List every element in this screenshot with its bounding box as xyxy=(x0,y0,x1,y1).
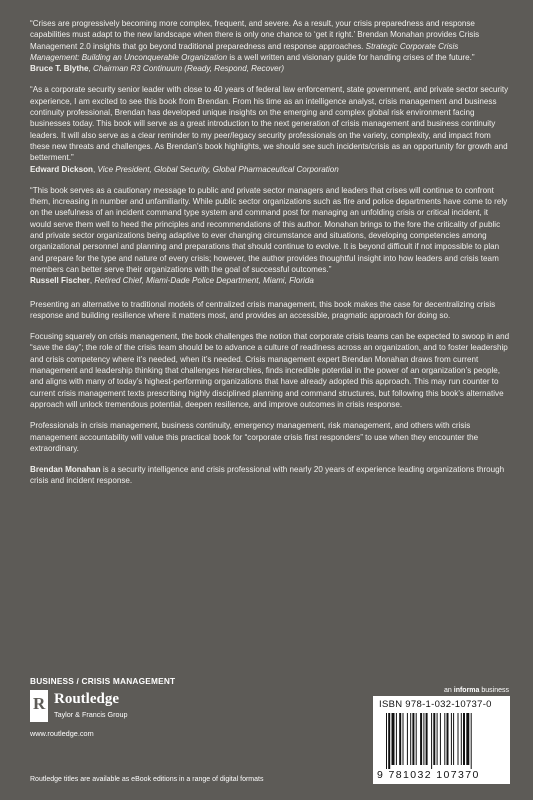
endorsement-attribution: Russell Fischer, Retired Chief, Miami-Dade Police Department, Miami, Florida xyxy=(30,276,314,286)
barcode-bar xyxy=(471,713,472,769)
barcode-bar xyxy=(463,713,465,765)
informa-prefix: an xyxy=(444,687,454,694)
endorser-role: Retired Chief, Miami-Dade Police Department, Miami, Florida xyxy=(94,276,314,286)
barcode-bar xyxy=(458,713,459,765)
endorsement-attribution: Edward Dickson, Vice President, Global Security, Global Pharmaceutical Corporation xyxy=(30,164,339,174)
barcode-bar xyxy=(392,713,395,765)
ebook-note: Routledge titles are available as eBook editions in a range of digital formats xyxy=(30,776,264,783)
barcode-bar xyxy=(396,713,397,765)
barcode-icon xyxy=(385,713,503,769)
book-title-italic: Strategic Corporate Crisis Management: Building an Unconquerable Organization xyxy=(30,41,459,62)
barcode-bar xyxy=(431,713,432,769)
endorsement-3 xyxy=(30,185,510,287)
back-cover-text xyxy=(30,18,510,497)
barcode-bar xyxy=(423,713,424,765)
author-bio xyxy=(30,464,510,487)
endorser-role: Chairman R3 Continuum (Ready, Respond, Recover) xyxy=(92,64,285,74)
barcode-bar xyxy=(444,713,445,765)
endorser-name: Russell Fischer xyxy=(30,276,90,286)
endorsement-quote: “As a corporate security senior leader with close to 40 years of federal law enforcement, state government, and private sector security experience, I am excited to see this book from Brendan. From his time as an intelligence analyst, crisis management and business continuity professional, Brendan has developed unique insights on the emerging and complex global risk environment facing businesses today. This book will serve as a great introduction to the next generation of crisis management and business continuity leaders. It will also serve as a clear reminder to my peer/legacy security professionals on the variety, complexity, and impact from these new threats and challenges. As Brendan’s book highlights, we should see such incidents/crisis as an opportunity for growth and betterment.” xyxy=(30,85,509,163)
barcode-bar xyxy=(466,713,469,765)
logo-mark-letter: R xyxy=(33,694,46,713)
endorsement-quote xyxy=(30,18,510,63)
barcode-bar xyxy=(426,713,428,765)
endorsement-1 xyxy=(30,18,510,74)
endorsement-attribution: Bruce T. Blythe, Chairman R3 Continuum (Ready, Respond, Recover) xyxy=(30,64,285,74)
informa-brand: informa xyxy=(453,687,480,694)
barcode-bar xyxy=(447,713,449,765)
description-paragraph: Presenting an alternative to traditional models of centralized crisis management, this book makes the case for decentralizing crisis response and building resilience where it matters most, and provides an accessible, pragmatic approach for doing so. xyxy=(30,299,496,320)
barcode-bar xyxy=(453,713,454,765)
author-name: Brendan Monahan xyxy=(30,465,101,475)
endorser-role: Vice President, Global Security, Global Pharmaceutical Corporation xyxy=(97,164,339,174)
informa-suffix: business xyxy=(479,687,509,694)
barcode-bar xyxy=(407,713,408,765)
description-paragraph: Focusing squarely on crisis management, the book challenges the notion that corporate crisis teams can be expected to swoop in and “save the day”; the role of the crisis team should be to advance a culture of readiness across an organization, and to foster leadership and crisis competency where it’s needed, when it’s needed. Crisis management expert Brendan Monahan draws from current management and leadership thinking that challenges hierarchies, finds incredible potential in the power of an organization’s people, and aligns with many of today’s highest-performing organizations that have already adopted this approach. This may run counter to current crisis management texts prescribing highly disciplined planning and command structures, but following this book’s alternative approach will unlock tremendous potential, deepen resilience, and improve outcomes in crisis response. xyxy=(30,332,510,409)
barcode-bar xyxy=(440,713,441,765)
barcode-bar xyxy=(388,713,390,769)
book-description xyxy=(30,299,510,487)
routledge-mark-icon xyxy=(30,690,48,722)
author-bio-text: is a security intelligence and crisis professional with nearly 20 years of experience leading organizations through crisis and incident response. xyxy=(30,465,505,486)
barcode-bar xyxy=(403,713,404,765)
quote-text: “Crises are progressively becoming more complex, frequent, and severe. As a result, your crisis preparedness and response capabilities must adapt to the new landscape when there is only one chance to ‘get it right.’ Brendan Monahan provides Crisis Management 2.0 insights that go beyond traditional preparedness and response approaches. xyxy=(30,19,480,51)
endorser-name: Edward Dickson xyxy=(30,164,93,174)
informa-business-label xyxy=(444,687,509,694)
publisher-group: Taylor & Francis Group xyxy=(54,710,128,719)
publisher-url[interactable]: www.routledge.com xyxy=(30,729,94,738)
endorsement-2 xyxy=(30,84,510,174)
description-paragraph: Professionals in crisis management, business continuity, emergency management, risk management, and others with crisis management accountability will value this practical book for “corporate crisis first responders” to use when they encounter the extraordinary. xyxy=(30,421,479,453)
barcode-bar xyxy=(399,713,401,765)
barcode-bar xyxy=(412,713,414,765)
publisher-name: Routledge xyxy=(54,691,119,707)
publisher-logo xyxy=(30,690,190,724)
isbn-barcode-panel xyxy=(373,696,510,784)
barcode-bar xyxy=(451,713,452,765)
endorsement-quote: “This book serves as a cautionary message to public and private sector managers and leaders that crises will continue to confront them, increasing in number and unfamiliarity. While public sector organizations such as fire and police departments have come to rely on the usefulness of an incident command type system and command post for managing an unfolding crisis or critical incident, it would serve them well to heed the principles and recommendations of this author. Monahan brings to the fore the criticality of public and private sector organizations being adaptive to ever changing circumstance and situations, developing competencies among organizational personnel and planning and preparations that should continue to evolve. It is beyond difficult if not impossible to plan and prepare for the type and nature of every crisis; however, the author provides thoughtful insight into how leaders and crisis team members can better serve their organizations with the goal of successful outcomes.” xyxy=(30,185,508,274)
barcode-bar xyxy=(416,713,417,765)
subject-category: BUSINESS / CRISIS MANAGEMENT xyxy=(30,676,176,686)
barcode-digits: 9 781032 107370 xyxy=(377,769,480,781)
barcode-bar xyxy=(437,713,438,765)
barcode-bar xyxy=(433,713,435,765)
barcode-bar xyxy=(410,713,411,765)
barcode-bar xyxy=(420,713,422,765)
isbn-label: ISBN 978-1-032-10737-0 xyxy=(379,699,492,710)
endorser-name: Bruce T. Blythe xyxy=(30,64,89,74)
barcode-bar xyxy=(386,713,387,769)
barcode-bar xyxy=(461,713,462,765)
quote-text: is a well written and visionary guide for handling crises of the future.” xyxy=(227,52,475,62)
